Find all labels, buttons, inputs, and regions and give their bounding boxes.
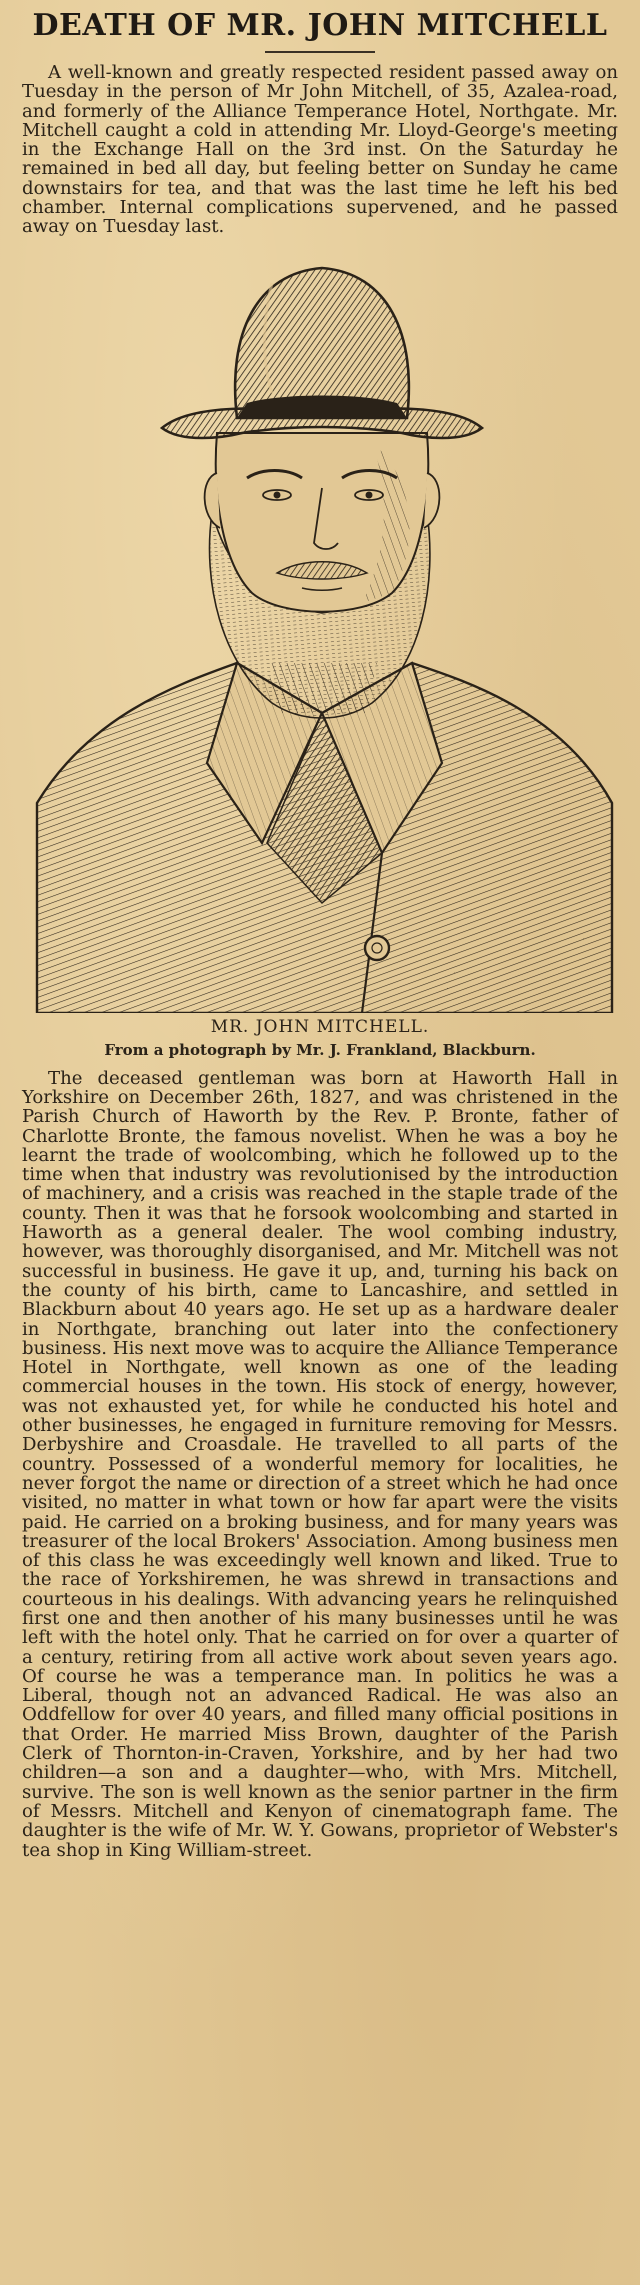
- coat-button: [365, 936, 389, 960]
- headline-rule: [265, 51, 375, 53]
- portrait-caption-credit: From a photograph by Mr. J. Frankland, Blackburn.: [104, 1040, 536, 1059]
- portrait-caption-name: MR. JOHN MITCHELL.: [210, 1016, 430, 1037]
- body-paragraph: The deceased gentleman was born at Haworth Hall in Yorkshire on December 26th, 1827, and was christened in the Parish Church of Haworth by the Rev. P. Bronte, father of Charlotte Bronte, the famous novelist. When he was a boy he learnt the trade of woolcombing, which he followed up to the time when that industry was revolutionised by the introduction of machinery, and a crisis was reached in the staple trade of the county. Then it was that he forsook woolcombing and started in Haworth as a general dealer. The wool combing industry, however, was thoroughly disorganised, and Mr. Mitchell was not successful in business. He gave it up, and, turning his back on the county of his birth, came to Lancashire, and settled in Blackburn about 40 years ago. He set up as a hardware dealer in Northgate, branching out later into the confectionery business. His next move was to acquire the Alliance Temperance Hotel in Northgate, well known as one of the leading commercial houses in the town. His stock of energy, however, was not exhausted yet, for while he conducted his hotel and other businesses, he engaged in furniture removing for Messrs. Derbyshire and Croasdale. He travelled to all parts of the country. Possessed of a wonderful memory for localities, he never forgot the name or direction of a street which he had once visited, no matter in what town or how far apart were the visits paid. He carried on a broking business, and for many years was treasurer of the local Brokers' Association. Among business men of this class he was exceedingly well known and liked. True to the race of Yorkshiremen, he was shrewd in transactions and courteous in his dealings. With advancing years he relinquished first one and then another of his many businesses until he was left with the hotel only. That he carried on for over a quarter of a century, retiring from all active work about seven years ago. Of course he was a temperance man. In politics he was a Liberal, though not an advanced Radical. He was also an Oddfellow for over 40 years, and filled many official positions in that Order. He married Miss Brown, daughter of the Parish Clerk of Thornton-in-Craven, Yorkshire, and by her had two children—a son and a daughter—who, with Mrs. Mitchell, survive. The son is well known as the senior partner in the firm of Messrs. Mitchell and Kenyon of cinematograph fame. The daughter is the wife of Mr. W. Y. Gowans, proprietor of Webster's tea shop in King William-street.: [22, 1067, 618, 1861]
- portrait-engraving: [22, 243, 622, 1013]
- intro-paragraph: A well-known and greatly respected resident passed away on Tuesday in the person of Mr John Mitchell, of 35, Azalea-road, and formerly of the Alliance Temperance Hotel, Northgate. Mr. Mitchell caught a cold in attending Mr. Lloyd-George's meeting in the Exchange Hall on the 3rd inst. On the Saturday he remained in bed all day, but feeling better on Sunday he came downstairs for tea, and that was the last time he left his bed chamber. Internal complications supervened, and he passed away on Tuesday last.: [22, 62, 618, 238]
- headline: DEATH OF MR. JOHN MITCHELL: [32, 8, 608, 43]
- bowler-hat: [162, 268, 482, 438]
- portrait-illustration: [22, 243, 622, 1013]
